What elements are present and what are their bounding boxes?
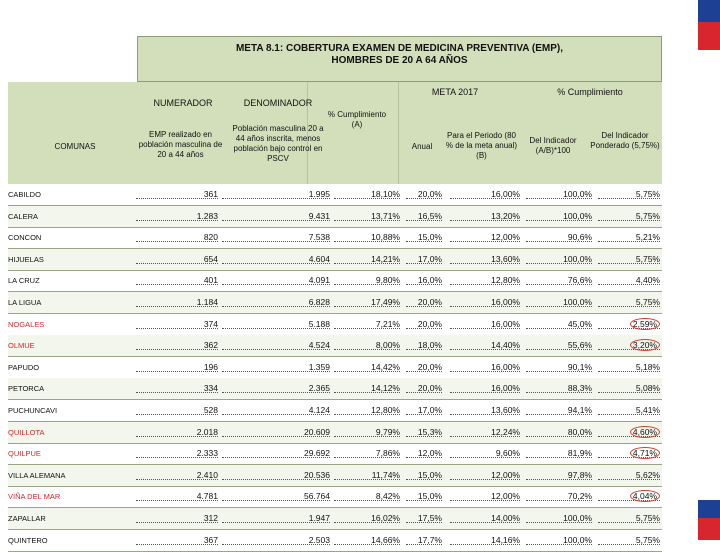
cell-comuna: CALERA: [8, 211, 39, 221]
cell-indicador: 100,0%: [526, 206, 592, 221]
cell-pct-a: 9,80%: [334, 270, 400, 285]
cell-ponderado: 5,75%: [598, 184, 660, 199]
header-denominador: DENOMINADOR: [243, 98, 313, 108]
cell-numerador: 820: [136, 227, 218, 242]
cell-comuna: QUILPUE: [8, 449, 41, 459]
cell-periodo: 14,40%: [450, 335, 520, 350]
cell-denominador: 7.538: [222, 227, 330, 242]
cell-numerador: 528: [136, 400, 218, 415]
cell-denominador: 4.091: [222, 270, 330, 285]
cell-pct-a: 10,88%: [334, 227, 400, 242]
cell-ponderado: 5,75%: [598, 206, 660, 221]
cell-denominador: 6.828: [222, 292, 330, 307]
cell-periodo: 13,20%: [450, 206, 520, 221]
cell-denominador: 4.604: [222, 249, 330, 264]
cell-denominador: 1.359: [222, 357, 330, 372]
cell-comuna: LA LIGUA: [8, 298, 42, 307]
cell-indicador: 100,0%: [526, 508, 592, 523]
cell-indicador: 70,2%: [526, 486, 592, 501]
cell-numerador: 361: [136, 184, 218, 199]
header-anual: Anual: [411, 142, 433, 151]
page-title: [137, 36, 662, 82]
cell-indicador: 100,0%: [526, 292, 592, 307]
table-row: [8, 530, 662, 552]
cell-indicador: 100,0%: [526, 184, 592, 199]
cell-anual: 15,3%: [406, 422, 442, 437]
cell-ponderado: 3,20%: [598, 335, 660, 350]
cell-numerador: 2.410: [136, 465, 218, 480]
cell-numerador: 401: [136, 270, 218, 285]
table-header: [8, 82, 662, 184]
cell-ponderado: 5,41%: [598, 400, 660, 415]
cell-ponderado: 5,75%: [598, 508, 660, 523]
cell-ponderado: 4,40%: [598, 270, 660, 285]
cell-periodo: 13,60%: [450, 400, 520, 415]
cell-denominador: 20.536: [222, 465, 330, 480]
cell-indicador: 94,1%: [526, 400, 592, 415]
table-row: [8, 206, 662, 228]
title-line-2: HOMBRES DE 20 A 64 AÑOS: [331, 55, 468, 66]
table-row: [8, 400, 662, 422]
cell-pct-a: 11,74%: [334, 465, 400, 480]
table-row: [8, 292, 662, 314]
cell-indicador: 90,1%: [526, 357, 592, 372]
cell-anual: 15,0%: [406, 227, 442, 242]
cell-pct-a: 14,21%: [334, 249, 400, 264]
cell-pct-a: 18,10%: [334, 184, 400, 199]
cell-denominador: 20.609: [222, 422, 330, 437]
table-row: [8, 227, 662, 249]
cell-numerador: 374: [136, 314, 218, 329]
cell-periodo: 12,00%: [450, 227, 520, 242]
cell-ponderado: 4,71%: [598, 443, 660, 458]
cell-indicador: 81,9%: [526, 443, 592, 458]
table-row: [8, 357, 662, 379]
cell-denominador: 56.764: [222, 486, 330, 501]
cell-comuna: PETORCA: [8, 384, 45, 394]
cell-anual: 20,0%: [406, 314, 442, 329]
header-meta: META 2017: [431, 87, 479, 97]
cell-ponderado: 5,75%: [598, 530, 660, 545]
cell-anual: 20,0%: [406, 292, 442, 307]
cell-anual: 20,0%: [406, 378, 442, 393]
cell-indicador: 100,0%: [526, 249, 592, 264]
cell-indicador: 90,6%: [526, 227, 592, 242]
cell-comuna: HIJUELAS: [8, 254, 44, 264]
cell-periodo: 13,60%: [450, 249, 520, 264]
cell-comuna: QUILLOTA: [8, 427, 45, 437]
cell-pct-a: 7,86%: [334, 443, 400, 458]
cell-indicador: 88,3%: [526, 378, 592, 393]
cell-indicador: 97,8%: [526, 465, 592, 480]
cell-comuna: PAPUDO: [8, 362, 40, 372]
cell-pct-a: 8,00%: [334, 335, 400, 350]
table-row: [8, 465, 662, 487]
cell-pct-a: 8,42%: [334, 486, 400, 501]
cell-anual: 17,0%: [406, 400, 442, 415]
cell-ponderado: 5,18%: [598, 357, 660, 372]
cell-comuna: QUINTERO: [8, 535, 48, 545]
cell-anual: 17,5%: [406, 508, 442, 523]
table-row: [8, 486, 662, 508]
cell-denominador: 4.124: [222, 400, 330, 415]
table-row: [8, 249, 662, 271]
cell-periodo: 9,60%: [450, 443, 520, 458]
cell-periodo: 14,00%: [450, 508, 520, 523]
cell-periodo: 16,00%: [450, 378, 520, 393]
table-row: [8, 184, 662, 206]
cell-anual: 16,5%: [406, 206, 442, 221]
flag-bar-top: [698, 0, 720, 50]
cell-denominador: 5.188: [222, 314, 330, 329]
cell-comuna: OLMUE: [8, 341, 35, 351]
cell-comuna: CONCON: [8, 233, 42, 243]
cell-anual: 20,0%: [406, 184, 442, 199]
header-numerador: NUMERADOR: [153, 98, 213, 108]
cell-denominador: 9.431: [222, 206, 330, 221]
cell-denominador: 1.947: [222, 508, 330, 523]
cell-anual: 17,0%: [406, 249, 442, 264]
cell-comuna: VILLA ALEMANA: [8, 470, 66, 480]
cell-ponderado: 5,62%: [598, 465, 660, 480]
cell-periodo: 16,00%: [450, 314, 520, 329]
table-row: [8, 422, 662, 444]
cell-numerador: 1.283: [136, 206, 218, 221]
cell-periodo: 12,00%: [450, 486, 520, 501]
cell-anual: 12,0%: [406, 443, 442, 458]
cell-ponderado: 5,75%: [598, 249, 660, 264]
cell-ponderado: 5,75%: [598, 292, 660, 307]
table-row: [8, 270, 662, 292]
cell-pct-a: 14,66%: [334, 530, 400, 545]
table-row: [8, 508, 662, 530]
cell-pct-a: 9,79%: [334, 422, 400, 437]
table-row: [8, 378, 662, 400]
cell-periodo: 16,00%: [450, 184, 520, 199]
cell-pct-a: 12,80%: [334, 400, 400, 415]
cell-pct-a: 7,21%: [334, 314, 400, 329]
cell-indicador: 100,0%: [526, 530, 592, 545]
cell-comuna: VIÑA DEL MAR: [8, 492, 61, 502]
flag-bar-bottom: [698, 500, 720, 540]
header-cumplimiento: % Cumplimiento: [557, 87, 623, 97]
cell-denominador: 2.365: [222, 378, 330, 393]
header-ponderado: Del Indicador Ponderado (5,75%): [590, 131, 660, 150]
cell-denominador: 29.692: [222, 443, 330, 458]
cell-numerador: 2.018: [136, 422, 218, 437]
cell-numerador: 312: [136, 508, 218, 523]
cell-comuna: CABILDO: [8, 190, 41, 199]
cell-pct-a: 16,02%: [334, 508, 400, 523]
cell-ponderado: 5,08%: [598, 378, 660, 393]
cell-periodo: 16,00%: [450, 292, 520, 307]
cell-periodo: 12,80%: [450, 270, 520, 285]
table-row: [8, 443, 662, 465]
cell-comuna: PUCHUNCAVI: [8, 406, 58, 415]
cell-ponderado: 4,60%: [598, 422, 660, 437]
cell-denominador: 4.524: [222, 335, 330, 350]
cell-pct-a: 17,49%: [334, 292, 400, 307]
cell-numerador: 2.333: [136, 443, 218, 458]
cell-comuna: LA CRUZ: [8, 276, 40, 286]
cell-numerador: 367: [136, 530, 218, 545]
table-row: [8, 314, 662, 336]
header-pct-a: % Cumplimiento (A): [327, 110, 387, 129]
cell-numerador: 362: [136, 335, 218, 350]
cell-ponderado: 4,04%: [598, 486, 660, 501]
header-periodo: Para el Periodo (80 % de la meta anual) (B): [445, 131, 518, 160]
cell-denominador: 1.995: [222, 184, 330, 199]
cell-periodo: 16,00%: [450, 357, 520, 372]
cell-ponderado: 5,21%: [598, 227, 660, 242]
cell-periodo: 12,00%: [450, 465, 520, 480]
cell-numerador: 334: [136, 378, 218, 393]
cell-numerador: 196: [136, 357, 218, 372]
cell-ponderado: 2,59%: [598, 314, 660, 329]
cell-denominador: 2.503: [222, 530, 330, 545]
cell-numerador: 4.781: [136, 486, 218, 501]
cell-indicador: 76,6%: [526, 270, 592, 285]
title-line-1: META 8.1: COBERTURA EXAMEN DE MEDICINA PREVENTIVA (EMP),: [235, 43, 564, 54]
cell-periodo: 14,16%: [450, 530, 520, 545]
cell-anual: 17,7%: [406, 530, 442, 545]
cell-anual: 15,0%: [406, 465, 442, 480]
cell-pct-a: 13,71%: [334, 206, 400, 221]
header-poblacion: Población masculina 20 a 44 años inscrita, menos población bajo control en PSCV: [232, 124, 324, 163]
cell-anual: 16,0%: [406, 270, 442, 285]
cell-pct-a: 14,12%: [334, 378, 400, 393]
header-comunas: COMUNAS: [54, 142, 96, 151]
cell-comuna: NOGALES: [8, 319, 45, 329]
header-indicador: Del Indicador (A/B)*100: [529, 136, 577, 155]
header-emp: EMP realizado en población masculina de 20 a 44 años: [138, 130, 223, 159]
cell-indicador: 55,6%: [526, 335, 592, 350]
cell-periodo: 12,24%: [450, 422, 520, 437]
cell-numerador: 1.184: [136, 292, 218, 307]
cell-indicador: 80,0%: [526, 422, 592, 437]
cell-pct-a: 14,42%: [334, 357, 400, 372]
cell-anual: 20,0%: [406, 357, 442, 372]
cell-anual: 15,0%: [406, 486, 442, 501]
cell-indicador: 45,0%: [526, 314, 592, 329]
cell-comuna: ZAPALLAR: [8, 514, 46, 523]
cell-numerador: 654: [136, 249, 218, 264]
cell-anual: 18,0%: [406, 335, 442, 350]
table-row: [8, 335, 662, 357]
